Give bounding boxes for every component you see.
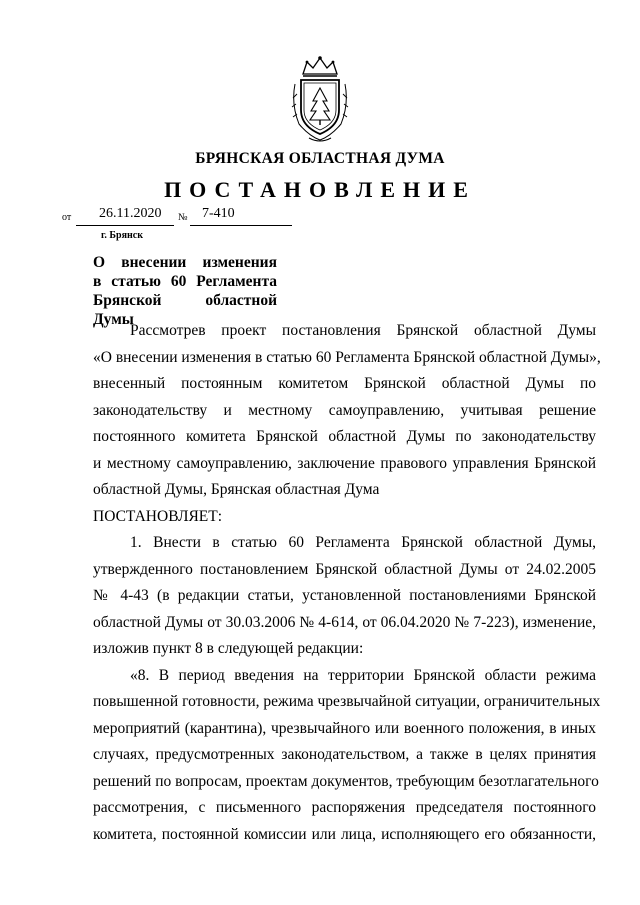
body-line: изложив пункт 8 в следующей редакции:: [93, 640, 364, 657]
body-line: мероприятий (карантина), чрезвычайного или военного положения, в иных: [93, 719, 596, 737]
body-line: комитета, постоянной комиссии или лица, исполняющего его обязанности,: [93, 825, 596, 843]
number-label: №: [178, 212, 188, 223]
document-date: 26.11.2020: [99, 206, 162, 221]
date-underline: [76, 225, 174, 226]
number-underline: [190, 225, 292, 226]
subject-line: в статью 60 Регламента: [93, 273, 277, 290]
body-line: постоянного комитета Брянской областной Думы по законодательству: [93, 428, 596, 445]
body-line: и местному самоуправлению, заключение правового управления Брянской: [93, 454, 596, 472]
body-line: 1. Внести в статью 60 Регламента Брянской областной Думы,: [130, 534, 596, 551]
document-type-title: ПОСТАНОВЛЕНИЕ: [164, 177, 476, 202]
document-number: 7-410: [202, 206, 235, 221]
body-line: Рассмотрев проект постановления Брянской областной Думы: [130, 322, 596, 339]
body-line: повышенной готовности, режима чрезвычайной ситуации, ограничительных: [93, 693, 601, 710]
body-line: «8. В период введения на территории Брянской области режима: [130, 666, 596, 684]
body-line: областной Думы, Брянская областная Дума: [93, 481, 380, 498]
coat-of-arms-emblem: [289, 54, 351, 144]
resolution-keyword: ПОСТАНОВЛЯЕТ:: [93, 507, 223, 525]
organization-name: БРЯНСКАЯ ОБЛАСТНАЯ ДУМА: [195, 150, 445, 167]
subject-line: О внесении изменения: [93, 254, 277, 271]
body-line: областной Думы от 30.03.2006 № 4-614, от 06.04.2020 № 7-223), изменение,: [93, 613, 596, 631]
body-line: рассмотрения, с письменного распоряжения председателя постоянного: [93, 799, 596, 816]
body-line: утвержденного постановлением Брянской областной Думы от 24.02.2005: [93, 560, 596, 578]
body-line: «О внесении изменения в статью 60 Регламента Брянской областной Думы»,: [93, 348, 601, 366]
place-of-issue: г. Брянск: [101, 230, 143, 241]
body-line: случаях, предусмотренных законодательством, а также в целях принятия: [93, 746, 596, 763]
subject-line: Брянской областной Думы: [93, 292, 277, 328]
body-line: № 4-43 (в редакции статьи, установленной постановлениями Брянской: [93, 587, 596, 604]
body-line: решений по вопросам, проектам документов, требующим безотлагательного: [93, 772, 599, 790]
date-number-line: [62, 206, 362, 230]
body-line: законодательству и местному самоуправлению, учитывая решение: [93, 401, 596, 419]
body-line: внесенный постоянным комитетом Брянской областной Думы по: [93, 375, 596, 392]
document-body: [93, 318, 601, 848]
date-label: от: [62, 212, 72, 223]
